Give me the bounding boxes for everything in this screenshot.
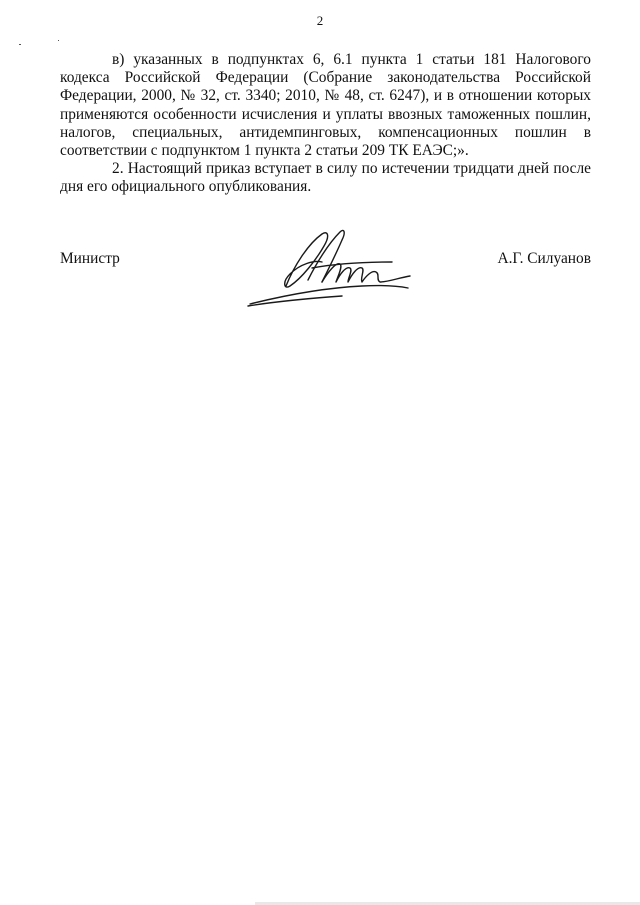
signatory-name: А.Г. Силуанов xyxy=(497,250,591,267)
scan-mark xyxy=(19,44,21,45)
document-body xyxy=(60,51,591,197)
signatory-title: Министр xyxy=(60,250,120,267)
scan-mark xyxy=(58,40,59,41)
paragraph-subitem-v: в) указанных в подпунктах 6, 6.1 пункта 1 статьи 181 Налогового кодекса Российской Федерации (Собрание законодательства Российской Федерации, 2000, № 32, ст. 3340; 2010, № 48, ст. 6247), и в отношении которых применяются особенности исчисления и уплаты ввозных таможенных пошлин, налогов, специальных, антидемпинговых, компенсационных пошлин в соответствии с подпунктом 1 пункта 2 статьи 209 ТК ЕАЭС;». xyxy=(60,51,591,160)
handwritten-signature xyxy=(242,216,412,316)
page-number: 2 xyxy=(316,13,324,28)
paragraph-item-2: 2. Настоящий приказ вступает в силу по истечении тридцати дней после дня его официального опубликования. xyxy=(60,160,591,196)
